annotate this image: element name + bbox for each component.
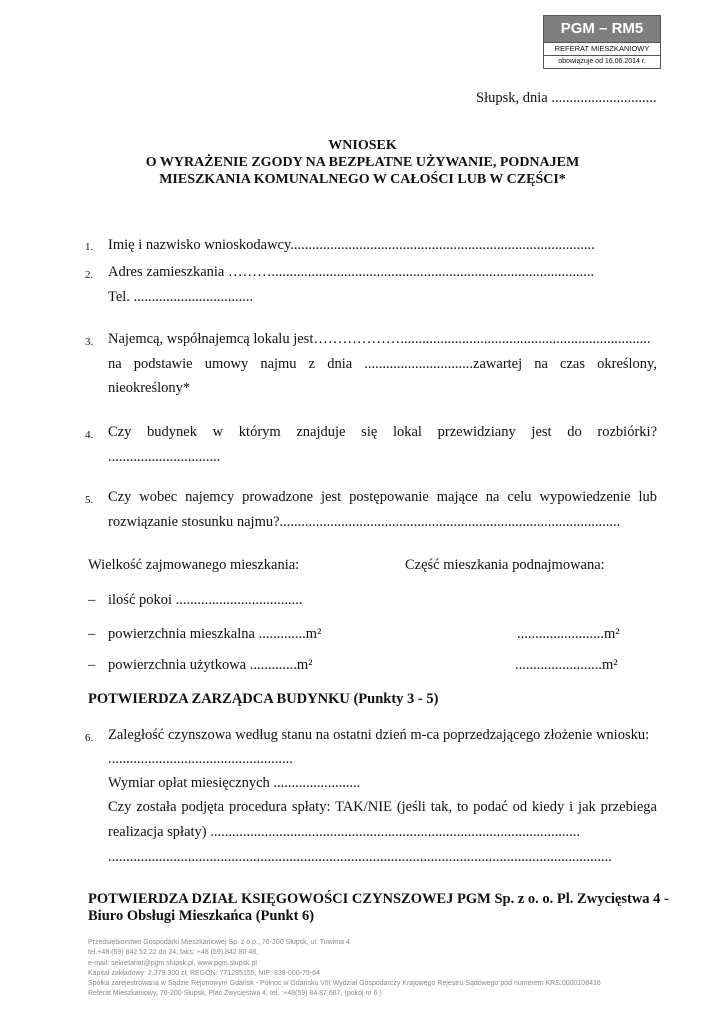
dash-bullet: – [88, 592, 96, 608]
field-usable-area: powierzchnia użytkowa .............m² [108, 657, 313, 673]
title-line-1: WNIOSEK [328, 138, 397, 153]
footer-line: Spółka zarejestrowana w Sądzie Rejonowym Gdańsk - Północ w Gdańsku VIII Wydział Gospodarczy Krajowego Rejestru Sądowego pod numerem KRS:0000108416 [88, 980, 601, 988]
item-number-4: 4. [85, 429, 94, 441]
field-rooms: ilość pokoi ................................... [108, 592, 303, 608]
field-full-name: Imię i nazwisko wnioskodawcy.................................................................................... [108, 237, 595, 253]
occupied-size-heading: Wielkość zajmowanego mieszkania: [88, 557, 300, 573]
field-rent-arrears: Zaległość czynszowa według stanu na ostatni dzień m-ca poprzedzającego złożenie wniosku: [108, 727, 650, 743]
form-code: PGM – RM5 [544, 16, 660, 43]
field-living-area-sublet: ........................m² [517, 626, 620, 642]
department-label: REFERAT MIESZKANIOWY [544, 43, 660, 56]
form-code-badge [543, 15, 661, 69]
answer-demolition: ............................... [108, 449, 221, 465]
answer-termination: rozwiązanie stosunku najmu?.............................................................................................. [108, 514, 621, 530]
item-number-6: 6. [85, 732, 94, 744]
field-repayment-continued: ........................................................................................................................................... [108, 849, 612, 865]
field-living-area: powierzchnia mieszkalna .............m² [108, 626, 322, 642]
item-number-5: 5. [85, 494, 94, 506]
footer-company-info [88, 938, 601, 1000]
question-demolition: Czy budynek w którym znajduje się lokal przewidziany jest do rozbiórki? [108, 424, 657, 440]
field-usable-area-sublet: ........................m² [515, 657, 618, 673]
footer-line: Referat Mieszkaniowy, 76-200 Słupsk, Plac Zwycięstwa 4, tel. :+48(59) 84 87 687, (pokój nr 6 ) [88, 990, 382, 998]
place-date: Słupsk, dnia ............................. [476, 90, 657, 106]
field-monthly-fees: Wymiar opłat miesięcznych ........................ [108, 775, 361, 791]
field-phone: Tel. ................................. [108, 289, 254, 305]
sublet-size-heading: Część mieszkania podnajmowana: [405, 557, 605, 573]
accounting-confirmation-line-2: Biuro Obsługi Mieszkańca (Punkt 6) [88, 908, 315, 924]
field-lease-type: nieokreślony* [108, 380, 191, 396]
accounting-confirmation-line-1: POTWIERDZA DZIAŁ KSIĘGOWOŚCI CZYNSZOWEJ PGM Sp. z o. o. Pl. Zwycięstwa 4 - [88, 891, 669, 907]
question-termination: Czy wobec najemcy prowadzone jest postępowanie mające na celu wypowiedzenie lub [108, 489, 657, 505]
footer-line: tel.+48 (59) 842 52 22 do 24, faks: +48 (59) 842 80 48, [88, 949, 259, 957]
manager-confirmation-heading: POTWIERDZA ZARZĄDCA BUDYNKU (Punkty 3 - 5) [88, 691, 439, 707]
item-number-3: 3. [85, 336, 94, 348]
dash-bullet: – [88, 626, 96, 642]
field-address: Adres zamieszkania ………......................................................................................... [108, 264, 595, 280]
dash-bullet: – [88, 657, 96, 673]
field-rent-arrears-value: ................................................... [108, 751, 293, 767]
field-tenant: Najemcą, współnajemcą lokalu jest………………..................................................................... [108, 331, 651, 347]
field-repayment: realizacja spłaty) ...................................................................................................... [108, 824, 580, 840]
title-line-2: O WYRAŻENIE ZGODY NA BEZPŁATNE UŻYWANIE, PODNAJEM [145, 155, 580, 170]
footer-line: e-mail: sekretariat@pgm.slupsk.pl, www.pgm.slupsk.pl [88, 959, 257, 967]
question-repayment: Czy została podjęta procedura spłaty: TAK/NIE (jeśli tak, to podać od kiedy i jak przebiega [108, 799, 657, 815]
item-number-1: 1. [85, 241, 94, 253]
title-line-3: MIESZKANIA KOMUNALNEGO W CAŁOŚCI LUB W CZĘŚCI* [159, 172, 566, 187]
footer-line: Przedsiębiorstwo Gospodarki Mieszkaniowej Sp. z o.o., 76-200 Słupsk, ul. Tuwima 4 [88, 939, 350, 946]
footer-line: Kapitał zakładowy: 2.379.300 zł; REGON: 771285155, NIP: 839-000-79-64 [88, 969, 320, 977]
field-lease-date: na podstawie umowy najmu z dnia ..............................zawartej na czas określony, [108, 356, 657, 372]
item-number-2: 2. [85, 269, 94, 281]
valid-from-label: obowiązuje od 16.06.2014 r. [558, 58, 646, 65]
